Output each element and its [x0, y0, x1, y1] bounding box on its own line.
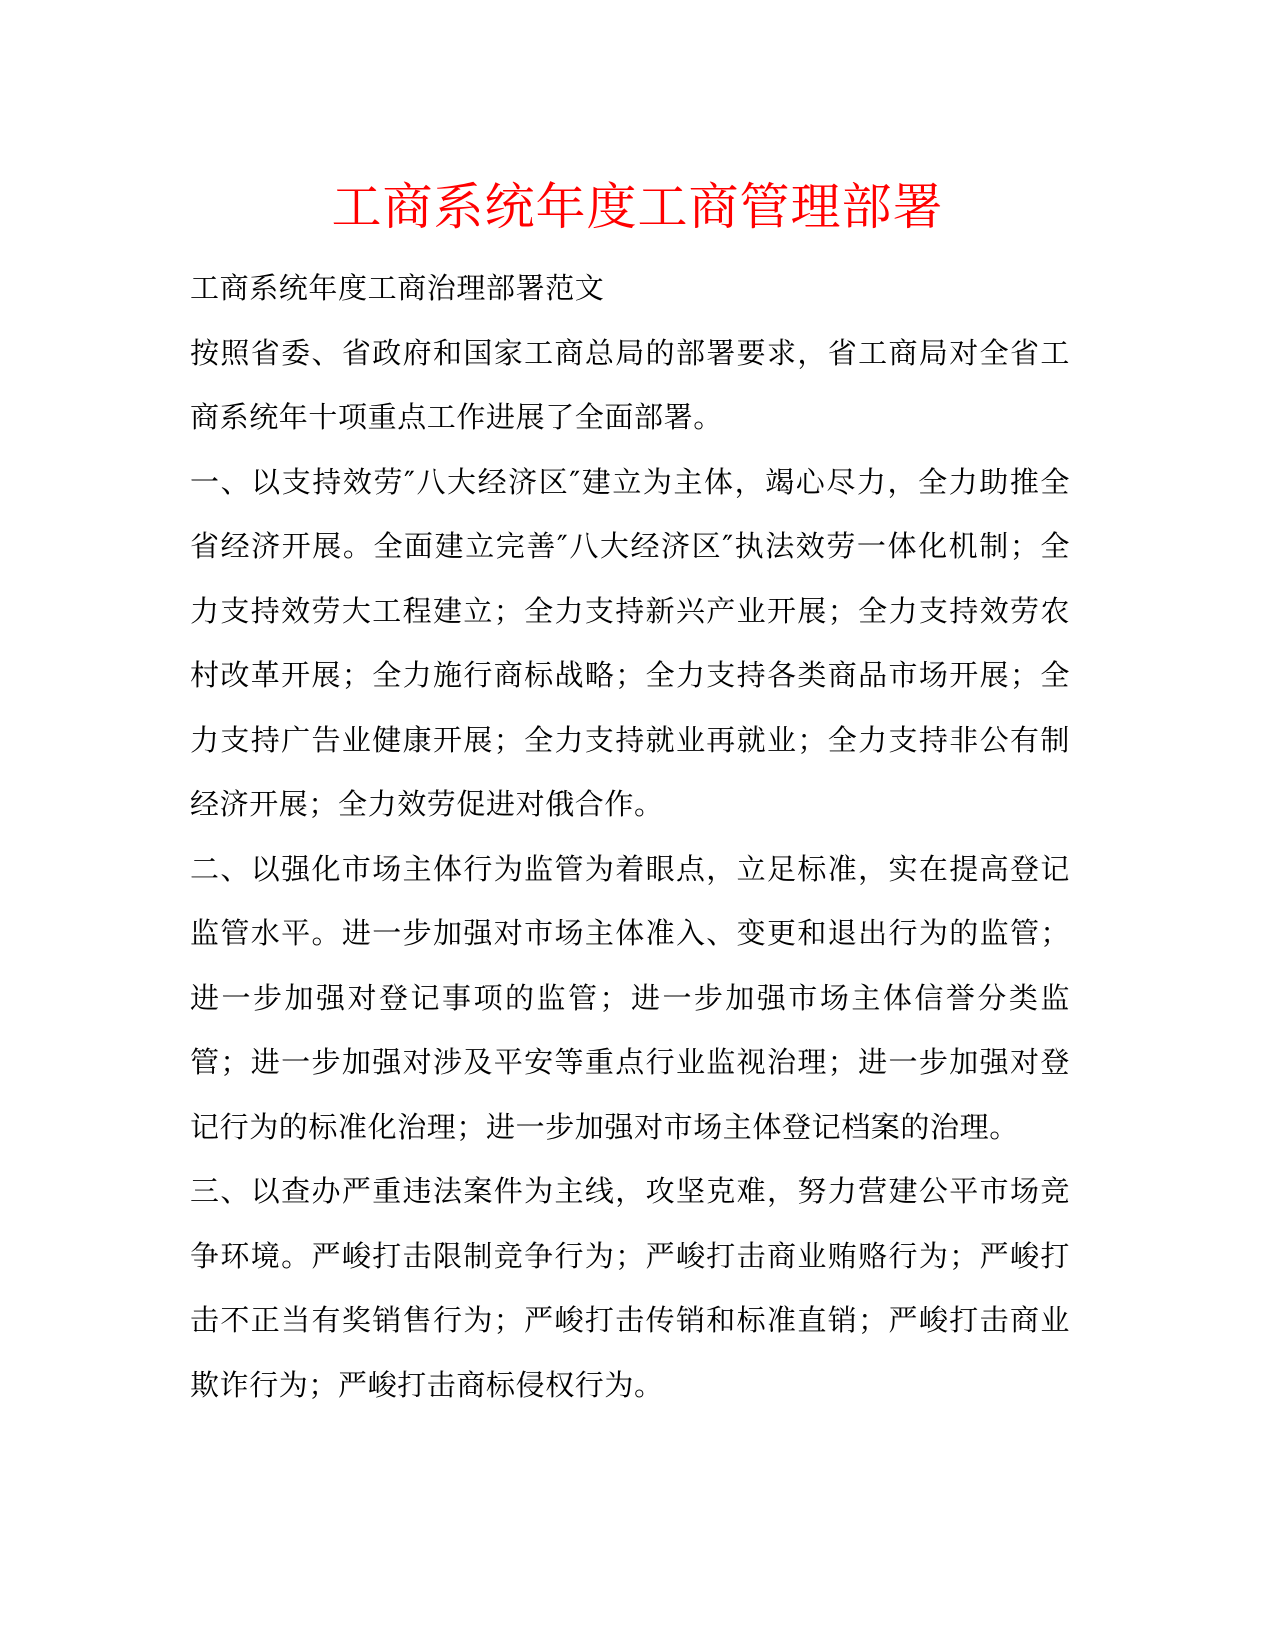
section-one-paragraph: 一、以支持效劳″八大经济区″建立为主体，竭心尽力，全力助推全省经济开展。全面建立完善″八大经济区″执法效劳一体化机制；全力支持效劳大工程建立；全力支持新兴产业开展；全力支持效劳农村改革开展；全力施行商标战略；全力支持各类商品市场开展；全力支持广告业健康开展；全力支持就业再就业；全力支持非公有制经济开展；全力效劳促进对俄合作。	[190, 464, 1070, 821]
subtitle-paragraph: 工商系统年度工商治理部署范文	[190, 271, 605, 305]
intro-paragraph: 按照省委、省政府和国家工商总局的部署要求，省工商局对全省工商系统年十项重点工作进展了全面部署。	[190, 335, 1070, 434]
document-title: 工商系统年度工商管理部署	[331, 178, 944, 236]
section-two-paragraph: 二、以强化市场主体行为监管为着眼点，立足标准，实在提高登记监管水平。进一步加强对市场主体准入、变更和退出行为的监管；进一步加强对登记事项的监管；进一步加强市场主体信誉分类监管；进一步加强对涉及平安等重点行业监视治理；进一步加强对登记行为的标准化治理；进一步加强对市场主体登记档案的治理。	[190, 851, 1070, 1144]
document-body	[190, 256, 1070, 1417]
section-three-paragraph: 三、以查办严重违法案件为主线，攻坚克难，努力营建公平市场竞争环境。严峻打击限制竞争行为；严峻打击商业贿赂行为；严峻打击不正当有奖销售行为；严峻打击传销和标准直销；严峻打击商业欺诈行为；严峻打击商标侵权行为。	[190, 1174, 1070, 1402]
